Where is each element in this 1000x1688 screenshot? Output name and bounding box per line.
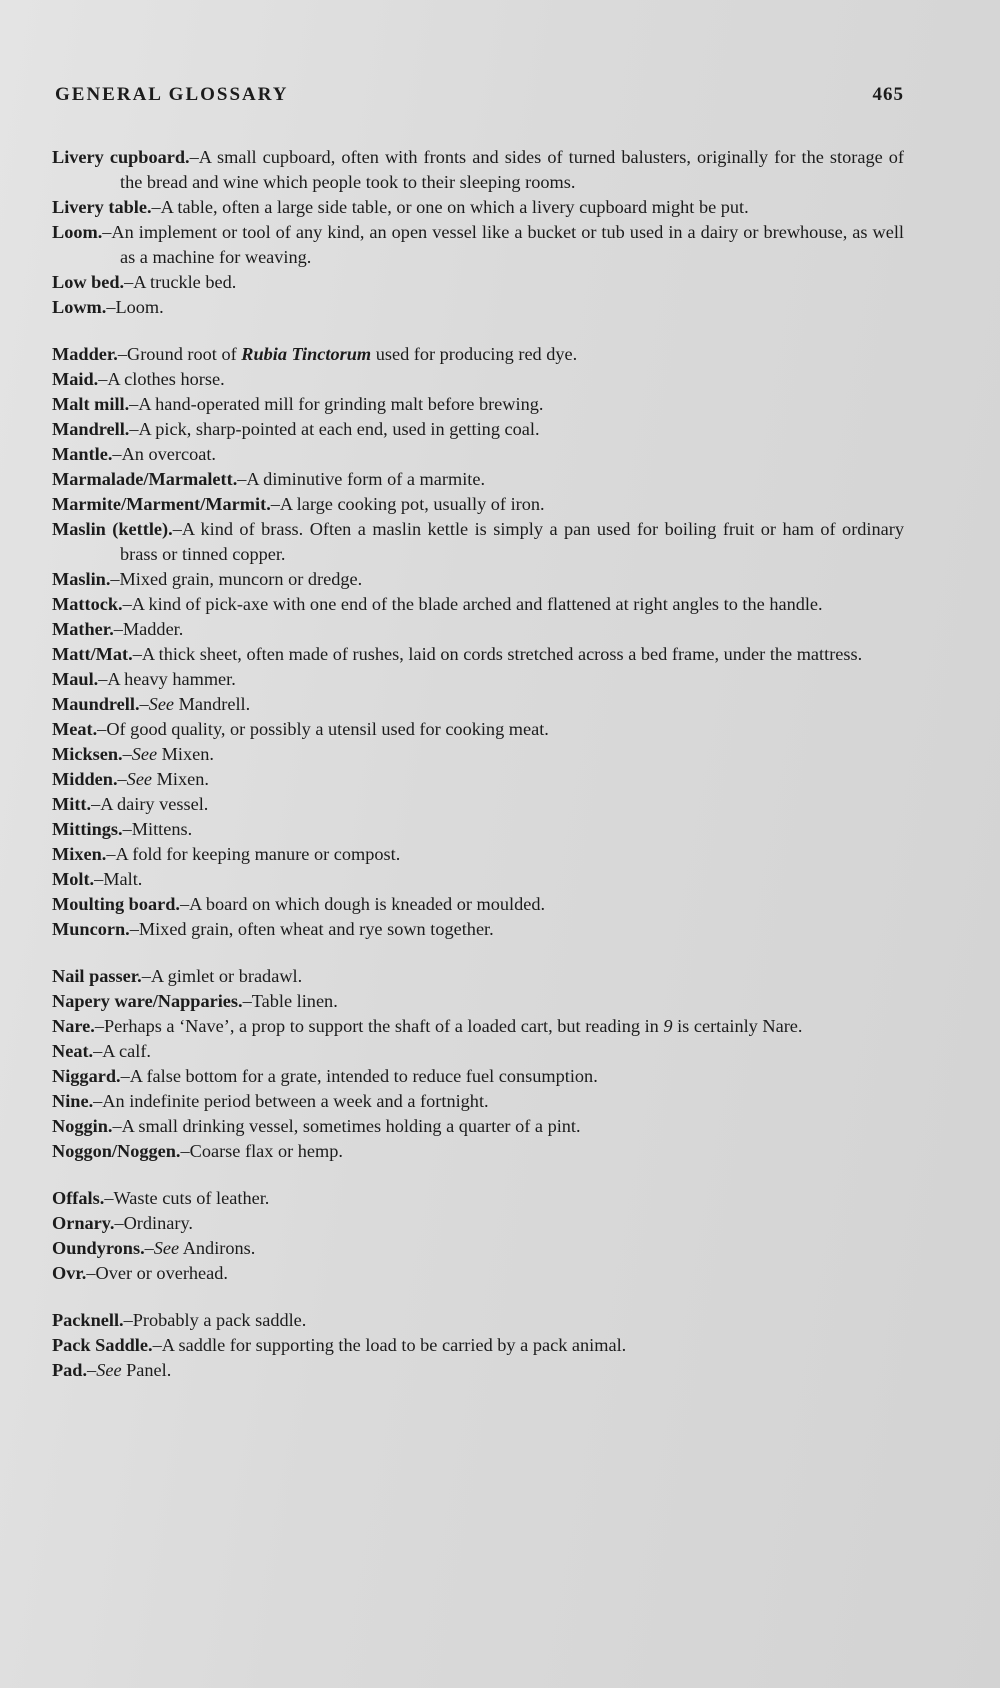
glossary-definition-continued: Panel. [121, 1360, 172, 1380]
glossary-term: Oundyrons. [52, 1238, 145, 1258]
glossary-list [52, 145, 904, 1405]
glossary-term: Noggin. [52, 1116, 113, 1136]
glossary-term: Matt/Mat. [52, 644, 133, 664]
glossary-entry [52, 692, 904, 717]
glossary-definition: –Coarse flax or hemp. [180, 1141, 343, 1161]
glossary-definition: –A hand-operated mill for grinding malt before brewing. [129, 394, 544, 414]
glossary-term: Neat. [52, 1041, 94, 1061]
glossary-entry [52, 867, 904, 892]
glossary-definition: –A board on which dough is kneaded or moulded. [180, 894, 546, 914]
glossary-entry [52, 467, 904, 492]
glossary-entry [52, 517, 904, 567]
glossary-entry [52, 642, 904, 667]
italic-latin-name: Rubia Tinctorum [241, 344, 372, 364]
glossary-entry [52, 1064, 904, 1089]
glossary-definition: –A kind of brass. Often a maslin kettle is simply a pan used for boiling fruit or ham of ordinary brass or tinned copper. [120, 519, 904, 564]
glossary-entry [52, 1358, 904, 1383]
glossary-definition: –Waste cuts of leather. [104, 1188, 270, 1208]
glossary-definition: – [117, 769, 127, 789]
glossary-definition-continued: used for producing red dye. [371, 344, 578, 364]
glossary-definition-continued: Mixen. [152, 769, 209, 789]
glossary-entry [52, 1261, 904, 1286]
glossary-entry [52, 717, 904, 742]
glossary-definition: – [144, 1238, 154, 1258]
glossary-definition: – [139, 694, 149, 714]
glossary-term: Mattock. [52, 594, 123, 614]
glossary-definition: –An implement or tool of any kind, an open vessel like a bucket or tub used in a dairy or brewhouse, as well as a machine for weaving. [102, 222, 904, 267]
glossary-definition: –A saddle for supporting the load to be carried by a pack animal. [152, 1335, 627, 1355]
glossary-term: Pad. [52, 1360, 88, 1380]
glossary-definition: –Over or overhead. [86, 1263, 228, 1283]
glossary-definition: –Table linen. [242, 991, 338, 1011]
glossary-definition: –A table, often a large side table, or one on which a livery cupboard might be put. [151, 197, 749, 217]
glossary-entry [52, 892, 904, 917]
glossary-term: Mather. [52, 619, 114, 639]
glossary-term: Muncorn. [52, 919, 130, 939]
glossary-definition-continued: Andirons. [179, 1238, 256, 1258]
glossary-section [52, 1186, 904, 1286]
glossary-section [52, 145, 904, 320]
glossary-term: Mandrell. [52, 419, 130, 439]
glossary-entry [52, 1211, 904, 1236]
italic-cross-reference: See [131, 744, 158, 764]
glossary-definition: –Malt. [94, 869, 143, 889]
glossary-definition: –A gimlet or bradawl. [141, 966, 303, 986]
glossary-entry [52, 592, 904, 617]
glossary-definition: –Loom. [106, 297, 164, 317]
glossary-entry [52, 1186, 904, 1211]
glossary-section [52, 1308, 904, 1383]
glossary-term: Midden. [52, 769, 118, 789]
glossary-term: Ovr. [52, 1263, 87, 1283]
glossary-term: Livery cupboard. [52, 147, 190, 167]
glossary-entry [52, 767, 904, 792]
glossary-definition: –Perhaps a ‘Nave’, a prop to support the shaft of a loaded cart, but reading in [94, 1016, 664, 1036]
glossary-term: Mantle. [52, 444, 113, 464]
italic-cross-reference: See [126, 769, 153, 789]
glossary-entry [52, 917, 904, 942]
glossary-entry [52, 367, 904, 392]
glossary-entry [52, 1089, 904, 1114]
glossary-section [52, 342, 904, 942]
glossary-term: Lowm. [52, 297, 107, 317]
glossary-entry [52, 1114, 904, 1139]
glossary-entry [52, 1236, 904, 1261]
glossary-entry [52, 145, 904, 195]
glossary-entry [52, 567, 904, 592]
running-head-title: GENERAL GLOSSARY [55, 84, 289, 105]
glossary-definition: –Mixed grain, muncorn or dredge. [110, 569, 363, 589]
glossary-entry [52, 1308, 904, 1333]
glossary-entry [52, 270, 904, 295]
glossary-term: Noggon/Noggen. [52, 1141, 181, 1161]
glossary-definition: – [122, 744, 132, 764]
glossary-term: Pack Saddle. [52, 1335, 153, 1355]
glossary-definition: –A clothes horse. [98, 369, 225, 389]
glossary-definition: –Ordinary. [114, 1213, 193, 1233]
glossary-definition: –Madder. [113, 619, 184, 639]
glossary-entry [52, 1039, 904, 1064]
glossary-entry [52, 742, 904, 767]
glossary-term: Packnell. [52, 1310, 124, 1330]
glossary-definition: –An indefinite period between a week and a fortnight. [93, 1091, 489, 1111]
glossary-definition: –A false bottom for a grate, intended to reduce fuel consumption. [120, 1066, 598, 1086]
glossary-entry [52, 964, 904, 989]
glossary-definition: –Of good quality, or possibly a utensil used for cooking meat. [97, 719, 549, 739]
glossary-term: Nail passer. [52, 966, 142, 986]
glossary-term: Maundrell. [52, 694, 140, 714]
glossary-term: Meat. [52, 719, 98, 739]
glossary-term: Mitt. [52, 794, 92, 814]
glossary-term: Madder. [52, 344, 118, 364]
glossary-definition: –A truckle bed. [124, 272, 237, 292]
glossary-definition: –A small cupboard, often with fronts and sides of turned balusters, originally for the storage of the bread and wine which people took to their sleeping rooms. [120, 147, 904, 192]
glossary-term: Micksen. [52, 744, 123, 764]
glossary-definition: –An overcoat. [112, 444, 216, 464]
glossary-term: Mixen. [52, 844, 107, 864]
glossary-definition: –A diminutive form of a marmite. [237, 469, 486, 489]
glossary-definition: –A calf. [93, 1041, 151, 1061]
italic-cross-reference: See [148, 694, 175, 714]
glossary-definition: –Mixed grain, often wheat and rye sown together. [129, 919, 494, 939]
glossary-entry [52, 1014, 904, 1039]
glossary-term: Nine. [52, 1091, 94, 1111]
italic-cross-reference: See [153, 1238, 180, 1258]
glossary-definition-continued: Mixen. [157, 744, 214, 764]
glossary-section [52, 964, 904, 1164]
page-number: 465 [872, 84, 904, 105]
glossary-term: Mittings. [52, 819, 123, 839]
glossary-term: Offals. [52, 1188, 105, 1208]
glossary-entry [52, 792, 904, 817]
glossary-entry [52, 392, 904, 417]
glossary-term: Livery table. [52, 197, 152, 217]
glossary-term: Low bed. [52, 272, 125, 292]
glossary-term: Malt mill. [52, 394, 130, 414]
glossary-definition: –Probably a pack saddle. [123, 1310, 307, 1330]
glossary-entry [52, 492, 904, 517]
glossary-term: Maul. [52, 669, 99, 689]
glossary-definition: –Ground root of [117, 344, 242, 364]
glossary-entry [52, 617, 904, 642]
glossary-entry [52, 342, 904, 367]
glossary-entry [52, 442, 904, 467]
glossary-definition: –A small drinking vessel, sometimes holding a quarter of a pint. [112, 1116, 581, 1136]
glossary-term: Marmalade/Marmalett. [52, 469, 238, 489]
glossary-term: Maid. [52, 369, 99, 389]
italic-cross-reference: 9 [663, 1016, 673, 1036]
glossary-definition: –A kind of pick-axe with one end of the blade arched and flattened at right angles to the handle. [122, 594, 823, 614]
glossary-entry [52, 195, 904, 220]
glossary-definition: –A thick sheet, often made of rushes, laid on cords stretched across a bed frame, under the mattress. [132, 644, 863, 664]
glossary-definition-continued: is certainly Nare. [672, 1016, 803, 1036]
glossary-entry [52, 1139, 904, 1164]
glossary-entry [52, 667, 904, 692]
glossary-definition: –A heavy hammer. [98, 669, 236, 689]
glossary-definition-continued: Mandrell. [174, 694, 251, 714]
glossary-term: Moulting board. [52, 894, 180, 914]
glossary-term: Loom. [52, 222, 103, 242]
glossary-term: Marmite/Marment/Marmit. [52, 494, 271, 514]
glossary-term: Maslin. [52, 569, 111, 589]
glossary-definition: –A pick, sharp-pointed at each end, used in getting coal. [129, 419, 540, 439]
glossary-entry [52, 817, 904, 842]
glossary-entry [52, 842, 904, 867]
glossary-definition: – [87, 1360, 97, 1380]
glossary-entry [52, 1333, 904, 1358]
glossary-entry [52, 989, 904, 1014]
italic-cross-reference: See [96, 1360, 122, 1380]
glossary-definition: –A dairy vessel. [91, 794, 209, 814]
glossary-term: Molt. [52, 869, 95, 889]
glossary-term: Nare. [52, 1016, 95, 1036]
glossary-definition: –A large cooking pot, usually of iron. [270, 494, 545, 514]
glossary-definition: –Mittens. [122, 819, 193, 839]
running-head [55, 84, 904, 106]
glossary-term: Niggard. [52, 1066, 121, 1086]
glossary-definition: –A fold for keeping manure or compost. [106, 844, 401, 864]
glossary-term: Napery ware/Napparies. [52, 991, 243, 1011]
glossary-term: Maslin (kettle). [52, 519, 173, 539]
glossary-term: Ornary. [52, 1213, 115, 1233]
glossary-entry [52, 417, 904, 442]
glossary-entry [52, 295, 904, 320]
glossary-entry [52, 220, 904, 270]
